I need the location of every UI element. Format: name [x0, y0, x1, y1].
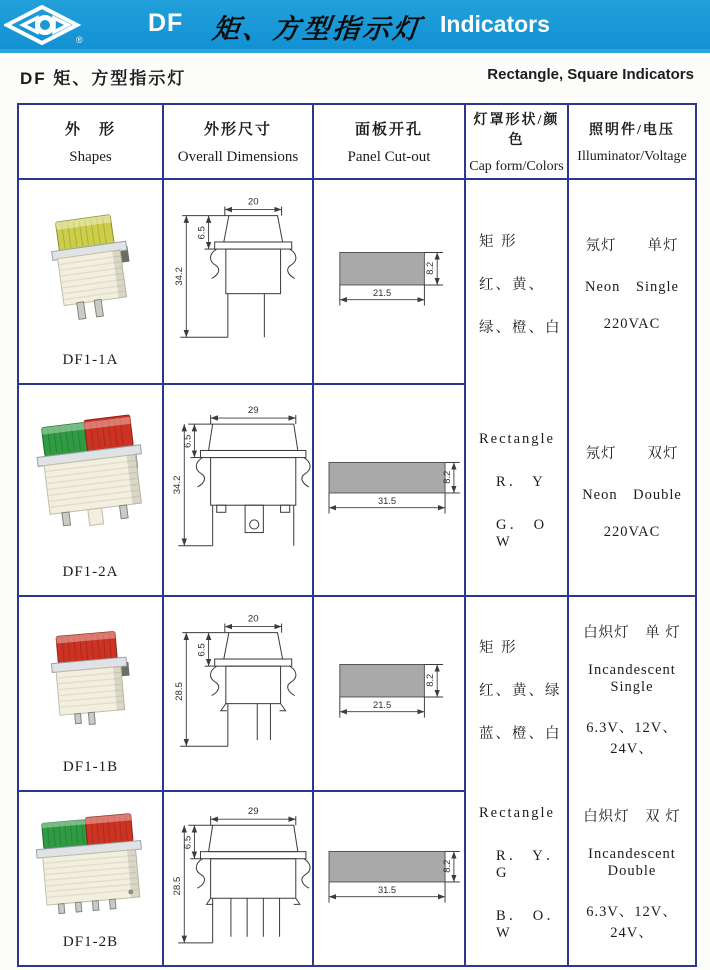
- shape-cell-df1-1a: [18, 179, 163, 384]
- col-header-en: Cap form/Colors: [469, 158, 564, 174]
- panel-cutout-drawing: [315, 635, 463, 753]
- cutout-cell-df1-2a: [313, 384, 465, 596]
- terminal-pin: [76, 301, 85, 319]
- capform-line: 红、黄、绿: [479, 682, 562, 699]
- cutout-rect: [329, 851, 445, 881]
- capform-cell-groupB: [465, 596, 568, 966]
- center-tab: [87, 508, 103, 526]
- product-photo-df1-1a: [26, 199, 156, 327]
- outline-drawing: [174, 196, 296, 337]
- col-header-illuminator: [568, 104, 696, 179]
- illuminator-line: 氖灯 单灯: [585, 238, 679, 255]
- svg-text:28.5: 28.5: [172, 876, 184, 896]
- col-header-zh: 灯罩形状/颜色: [473, 112, 560, 148]
- col-header-en: Overall Dimensions: [177, 148, 299, 165]
- col-header-cutout: [313, 104, 465, 179]
- col-header-dimensions: [163, 104, 313, 179]
- col-header-capform: [465, 104, 568, 179]
- illuminator-line: 白炽灯 双 灯: [583, 808, 681, 825]
- svg-text:29: 29: [247, 806, 259, 818]
- svg-text:31.5: 31.5: [377, 884, 397, 895]
- panel-cutout-drawing: [315, 820, 463, 938]
- terminal-pin: [88, 713, 95, 725]
- capform-zh-block: [466, 597, 567, 781]
- cutout-cell-df1-1b: [313, 596, 465, 791]
- svg-text:21.5: 21.5: [373, 287, 392, 298]
- cutout-rect: [340, 664, 425, 696]
- illuminator-line: 220VAC: [603, 316, 661, 333]
- dimension-drawing-df1-1a: [164, 180, 312, 383]
- svg-text:6.5: 6.5: [182, 835, 194, 850]
- table-header-row: [18, 104, 696, 179]
- panel-cutout-drawing: [315, 431, 463, 549]
- dimension-cell-df1-2a: [163, 384, 313, 596]
- capform-line: B． O． W: [496, 907, 564, 941]
- table-row: [18, 179, 696, 384]
- product-photo-df1-2a: [25, 405, 157, 535]
- capform-line: R． Y: [496, 474, 546, 491]
- series-code: DF: [148, 9, 184, 37]
- illuminator-line: 220VAC: [603, 523, 661, 540]
- dimension-cell-df1-2b: [163, 791, 313, 966]
- svg-text:29: 29: [247, 404, 259, 416]
- page-title-zh: 矩、方型指示灯: [211, 14, 425, 44]
- terminal-pin: [62, 512, 71, 526]
- illuminator-line: 6.3V、12V、24V、: [586, 903, 678, 941]
- table-row: [18, 596, 696, 791]
- col-header-zh: 面板开孔: [354, 121, 423, 138]
- terminal-pin: [58, 904, 65, 914]
- dimension-cell-df1-1a: [163, 179, 313, 384]
- illuminator-bottom-block: [569, 388, 695, 596]
- svg-text:8.2: 8.2: [441, 470, 452, 484]
- outline-drawing: [172, 806, 310, 943]
- illuminator-line: Neon Single: [585, 279, 679, 296]
- svg-text:6.5: 6.5: [182, 434, 194, 449]
- terminal-pin: [92, 901, 99, 911]
- svg-text:28.5: 28.5: [174, 682, 186, 701]
- dimension-cell-df1-1b: [163, 596, 313, 791]
- col-header-zh: 外 形: [64, 121, 116, 138]
- svg-text:8.2: 8.2: [425, 261, 436, 275]
- product-photo-df1-2b: [25, 804, 157, 922]
- illuminator-top-block: [569, 180, 695, 388]
- cutout-rect: [340, 252, 425, 284]
- dimension-drawing-df1-1b: [164, 597, 312, 790]
- illuminator-line: 6.3V、12V、24V、: [586, 719, 678, 757]
- model-label: DF1-1B: [62, 758, 119, 775]
- illuminator-line: 白炽灯 单 灯: [583, 624, 681, 641]
- subtitle-zh: DF 矩、方型指示灯: [20, 69, 187, 88]
- model-label: DF1-1A: [62, 351, 119, 368]
- svg-text:21.5: 21.5: [373, 699, 392, 710]
- illuminator-line: 氖灯 双灯: [585, 445, 679, 462]
- brand-logo-icon: [4, 5, 104, 47]
- col-header-en: Illuminator/Voltage: [577, 148, 687, 164]
- capform-line: Rectangle: [479, 804, 555, 821]
- outline-drawing: [174, 614, 296, 747]
- cutout-cell-df1-2b: [313, 791, 465, 966]
- illuminator-line: Incandescent Double: [588, 845, 676, 879]
- col-header-zh: 照明件/电压: [589, 122, 675, 138]
- shape-cell-df1-1b: [18, 596, 163, 791]
- panel-cutout-drawing: [315, 223, 463, 341]
- illuminator-cell-groupB: [568, 596, 696, 966]
- terminal-pin: [119, 505, 128, 519]
- illuminator-line: Neon Double: [582, 486, 682, 503]
- capform-en-block: [466, 781, 567, 965]
- shape-cell-df1-2b: [18, 791, 163, 966]
- svg-text:8.2: 8.2: [425, 673, 436, 687]
- svg-text:6.5: 6.5: [196, 643, 208, 657]
- catalog-table: [17, 103, 697, 967]
- illuminator-cell-groupA: [568, 179, 696, 596]
- capform-zh-block: [466, 180, 567, 388]
- illuminator-bottom-block: [569, 781, 695, 965]
- model-label: DF1-2A: [62, 563, 119, 580]
- model-label: DF1-2B: [62, 934, 119, 950]
- col-header-en: Panel Cut-out: [347, 148, 431, 165]
- shape-cell-df1-2a: [18, 384, 163, 596]
- col-header-en: Shapes: [69, 148, 112, 165]
- terminal-pin: [109, 899, 116, 909]
- svg-text:31.5: 31.5: [377, 495, 397, 506]
- svg-text:20: 20: [247, 196, 259, 208]
- svg-text:34.2: 34.2: [174, 267, 186, 286]
- svg-text:20: 20: [247, 613, 259, 625]
- svg-text:8.2: 8.2: [441, 859, 452, 873]
- svg-text:6.5: 6.5: [196, 226, 208, 240]
- col-header-zh: 外形尺寸: [203, 121, 272, 138]
- capform-line: G． O W: [496, 517, 548, 551]
- capform-en-block: [466, 388, 567, 596]
- capform-line: 矩 形: [479, 639, 518, 656]
- outline-drawing: [172, 405, 310, 546]
- capform-cell-groupA: [465, 179, 568, 596]
- registered-mark: ®: [76, 35, 83, 45]
- col-header-shapes: [18, 104, 163, 179]
- capform-line: 绿、橙、白: [479, 320, 562, 337]
- capform-line: 矩 形: [479, 234, 518, 251]
- dimension-drawing-df1-2a: [164, 385, 312, 595]
- subtitle-en: Rectangle, Square Indicators: [487, 66, 694, 83]
- terminal-pin: [74, 714, 81, 724]
- cutout-rect: [329, 462, 445, 492]
- header-bar: [0, 0, 710, 53]
- capform-line: Rectangle: [479, 431, 555, 448]
- illuminator-line: Incandescent Single: [588, 661, 676, 695]
- capform-line: R． Y． G: [496, 847, 564, 881]
- terminal-pin: [75, 902, 82, 912]
- page-title-en: Indicators: [440, 11, 550, 37]
- capform-line: 蓝、橙、白: [479, 725, 562, 742]
- cutout-cell-df1-1a: [313, 179, 465, 384]
- terminal-pin: [94, 299, 103, 317]
- svg-text:34.2: 34.2: [172, 475, 184, 495]
- dimension-drawing-df1-2b: [164, 792, 312, 965]
- product-photo-df1-1b: [26, 614, 156, 736]
- capform-line: 红、黄、: [479, 277, 545, 294]
- illuminator-top-block: [569, 597, 695, 781]
